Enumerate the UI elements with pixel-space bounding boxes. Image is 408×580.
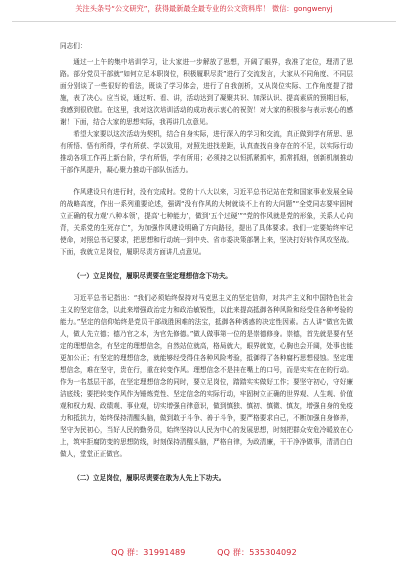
paragraph-fourth: 习近平总书记指出：“我们必须始终保持对马克思主义的坚定信仰，对共产主义和中国特色社会主义的坚定信念，以此来增强政治定力和政治敏锐性，以此来提高抵御各种风险和经受住各种考验的能力。”坚定的信仰始终是党员干部战胜困难的法宝，抵御各种诱惑的决定性因素。古人讲“做官先做人，做人先立德；德乃官之本，为官先修德。”做人做事第一位的是崇德修身。崇德，首先就是要有坚定的理想信念，有坚定的理想信念，自然站位就高，格局就大，眼界就宽，心胸也会开阔，处事也能更加公正；有坚定的理想信念，就能够经受得住各种风险考验，抵御得了各种腐朽思想侵蚀。坚定理想信念，难在坚守，贵在行，重在转变作风。理想信念不是挂在嘴上的口号，而是实实在在的行动。作为一名基层干部，在坚定理想信念的同时，要立足岗位，踏踏实实做好工作；要坚守初心，守好廉洁底线；要把转变作风作为锤炼党性、坚定信念的实际行动，牢固树立正确的世界观、人生观、价值观和权力观、政绩观、事业观，切实增强自律意识，做到慎独、慎初、慎微、慎友，增强自身的免疫力和抵抗力，始终保持清醒头脑，做到敢于斗争、善于斗争，要严格要求自己，不断加强自身修养，坚守为民初心，当好人民的勤务员，始终坚持以人民为中心的发展思想，时刻把群众安危冷暖放在心上，筑牢拒腐防变的思想防线，时刻保持清醒头脑，严格自律，为政清廉，干干净净做事，清清白白做人，堂堂正正做官。 [60,294,353,458]
document-body [60,40,353,494]
paragraph-third: 作风建设只有进行时，没有完成时。党的十八大以来，习近平总书记站在党和国家事业发展全局的战略高度，作出一系列重要论述，强调“没有作风的大树就谈不上有的大问题”“全党同志要牢固树立正确的权力观‘八种本领’，提高‘七种能力’，做到‘五个过硬’”“党的作风就是党的形象，关系人心向背，关系党的生死存亡”，为加强作风建设明确了方向路径，提出了具体要求。我们一定要始终牢记使命，对照总书记要求，把思想和行动统一到中央、省市委决策部署上来，坚决打好转作风攻坚战。下面，我就立足岗位，履职尽责方面讲几点意见。 [60,188,353,256]
footer-qq-group-2: QQ 群：535304092 [217,548,297,557]
greeting: 同志们： [60,42,87,50]
paragraph-intro: 通过一上午的集中培训学习，让大家进一步解放了思想，开阔了眼界，我准了定位，理清了思路。部分党员干部就“如何立足本职岗位，积极履职尽责”进行了交流发言，大家从不同角度、不同层面分别谈了一些很好的看法，既谈了学习体会，进行了自我剖析，又从岗位实际、工作角度提了措施，表了决心。应当说，通过听、看、讲，活动达到了凝聚共识、加深认识、提高素质的预期目标，我感到很欣慰。在这里，我对这次培训活动的成功表示衷心的祝贺！对大家的积极参与表示衷心的感谢！下面，结合大家的思想实际，我再讲几点意见。 [60,58,353,126]
section-heading-1: （一）立足岗位，履职尽责要在坚定理想信念下功夫。 [73,272,232,280]
paragraph-second: 希望大家要以这次活动为契机，结合自身实际，进行深入的学习和交流，真正做到学有所思、思有所悟、悟有所得，学有所获、学以致用，对照先进找差距，认真查找自身存在的不足，以实际行动推动各项工作再上新台阶，学有所悟，学有所用；必须持之以恒抓紧抓牢，抓常抓细，创新机制推动干部作风提升，凝心聚力推动干部队伍活力。 [60,130,353,174]
section-heading-2: （二）立足岗位，履职尽责要在敢为人先上下功夫。 [73,474,226,482]
paragraph-gap [60,176,353,186]
footer-qq-group-1: QQ 群：31991489 [111,548,186,557]
banner-divider [12,21,396,22]
footer-contact [0,547,408,559]
banner-text: 关注头条号“公文研究”，获得最新最全最专业的公文资料库！ 微信：gongwenyj [75,4,333,13]
